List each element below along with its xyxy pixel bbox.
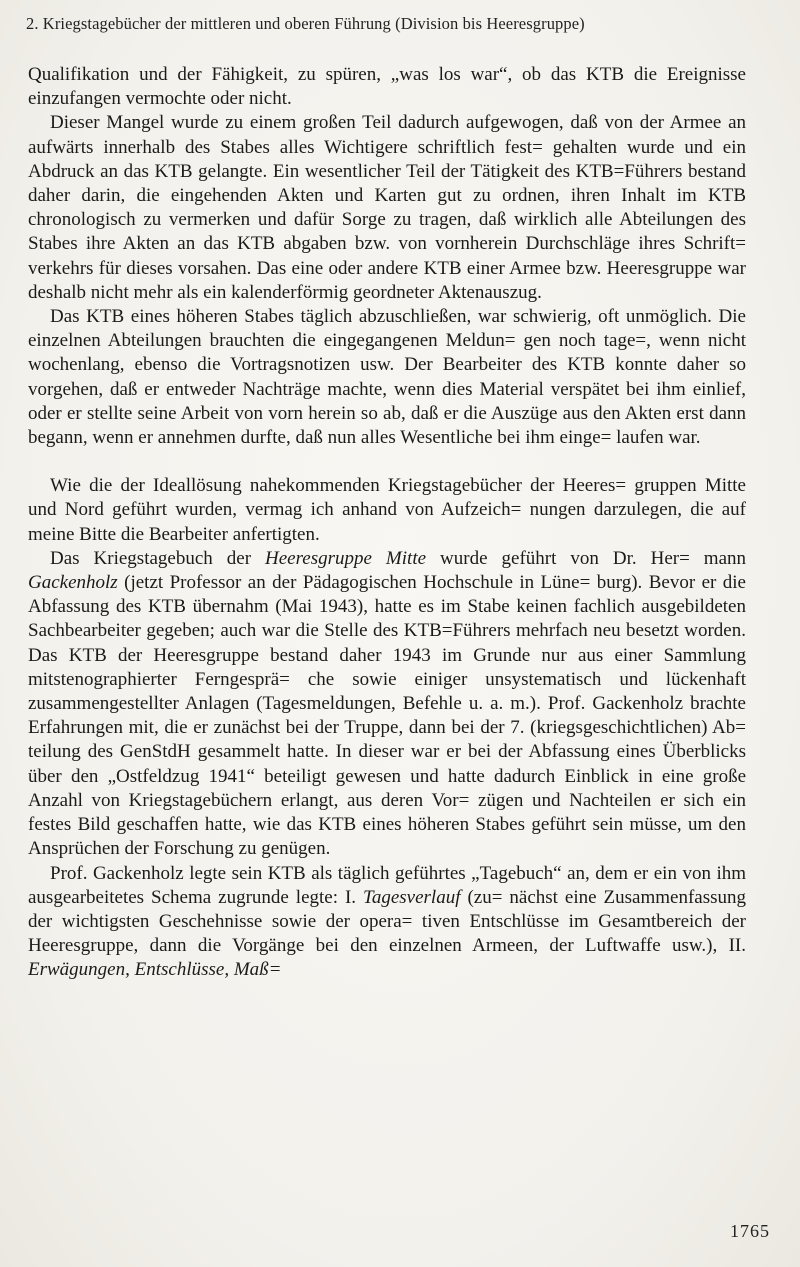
paragraph-6-text: (zu= nächst eine Zusammenfassung der wichtigsten Geschehnisse sowie der opera= tiven Entschlüsse im Gesamtbereich der Heeresgruppe, dann die Vorgänge bei den einzelnen Armeen, der Luftwaffe usw.), II.	[28, 886, 746, 957]
italic-gackenholz: Gackenholz	[28, 572, 118, 594]
paragraph-5	[28, 547, 746, 862]
paragraph-5-text: Das Kriegstagebuch der	[50, 547, 266, 569]
italic-erwaegungen: Erwägungen, Entschlüsse, Maß=	[28, 959, 282, 981]
running-head: 2. Kriegstagebücher der mittleren und oberen Führung (Division bis Heeresgruppe)	[26, 14, 585, 33]
paragraph-6-text: Prof. Gackenholz legte sein KTB als täglich geführtes „Tagebuch“ an, dem er ein von ihm ausgearbeitetes Schema zugrunde legte: I.	[28, 862, 746, 908]
paragraph-5-text: (jetzt Professor an der Pädagogischen Hochschule in Lüne= burg). Bevor er die Abfassung des KTB übernahm (Mai 1943), hatte es im Stabe keinen fachlich ausgebildeten Sachbearbeiter gegeben; auch war die Stelle des KTB=Führers mehrfach neu besetzt worden. Das KTB der Heeresgruppe bestand daher 1943 im Grunde nur aus einer Sammlung mitstenographierter Ferngesprä= che sowie einiger unsystematisch und lückenhaft zusammengestellter Anlagen (Tagesmeldungen, Befehle u. a. m.). Prof. Gackenholz brachte Erfahrungen mit, die er zunächst bei der Truppe, dann bei der 7. (kriegsgeschichtlichen) Ab= teilung des GenStdH gesammelt hatte. In dieser war er bei der Abfassung eines Überblicks über den „Ostfeldzug 1941“ beteiligt gewesen und hatte dadurch Einblick in eine große Anzahl von Kriegstagebüchern erlangt, aus deren Vor= zügen und Nachteilen er sich ein festes Bild geschaffen hatte, wie das KTB eines höheren Stabes geführt sein müsse, um den Ansprüchen der Forschung zu genügen.	[28, 572, 746, 860]
paragraph-3: Das KTB eines höheren Stabes täglich abzuschließen, war schwierig, oft unmöglich. Die einzelnen Abteilungen brauchten die eingegangenen Meldun= gen noch tage=, wenn nicht wochenlang, ebenso die Vortragsnotizen usw. Der Bearbeiter des KTB konnte daher so vorgehen, daß er entweder Nachträge machte, wenn dies Material verspätet bei ihm einlief, oder er stellte seine Arbeit von vorn herein so ab, daß er die Auszüge aus den Akten erst dann begann, wenn er annehmen durfte, daß nun alles Wesentliche bei ihm einge= laufen war.	[28, 306, 746, 449]
paragraph-5-text: wurde geführt von Dr. Her= mann	[426, 547, 746, 569]
italic-tagesverlauf: Tagesverlauf	[363, 886, 461, 908]
paragraph-1: Qualifikation und der Fähigkeit, zu spüren, „was los war“, ob das KTB die Ereignisse einzufangen vermochte oder nicht.	[28, 64, 746, 110]
paragraph-2: Dieser Mangel wurde zu einem großen Teil dadurch aufgewogen, daß von der Armee an aufwärts innerhalb des Stabes alles Wichtigere schriftlich fest= gehalten wurde und ein Abdruck an das KTB gelangte. Ein wesentlicher Teil der Tätigkeit des KTB=Führers bestand daher darin, die eingehenden Akten und Karten gut zu ordnen, ihren Inhalt im KTB chronologisch zu vermerken und dafür Sorge zu tragen, daß wirklich alle Abteilungen des Stabes ihre Akten an das KTB abgaben bzw. von vornherein Durchschläge ihres Schrift= verkehrs für dieses vorsahen. Das eine oder andere KTB einer Armee bzw. Heeresgruppe war deshalb nicht mehr als ein kalenderförmig geordneter Aktenauszug.	[28, 112, 746, 303]
italic-heeresgruppe-mitte: Heeresgruppe Mitte	[265, 547, 427, 569]
paragraph-4: Wie die der Ideallösung nahekommenden Kriegstagebücher der Heeres= gruppen Mitte und Nord geführt wurden, vermag ich anhand von Aufzeich= nungen darzulegen, die auf meine Bitte die Bearbeiter anfertigten.	[28, 475, 746, 545]
page-number: 1765	[730, 1221, 770, 1241]
paragraph-6	[28, 862, 746, 983]
body-text	[28, 63, 746, 983]
